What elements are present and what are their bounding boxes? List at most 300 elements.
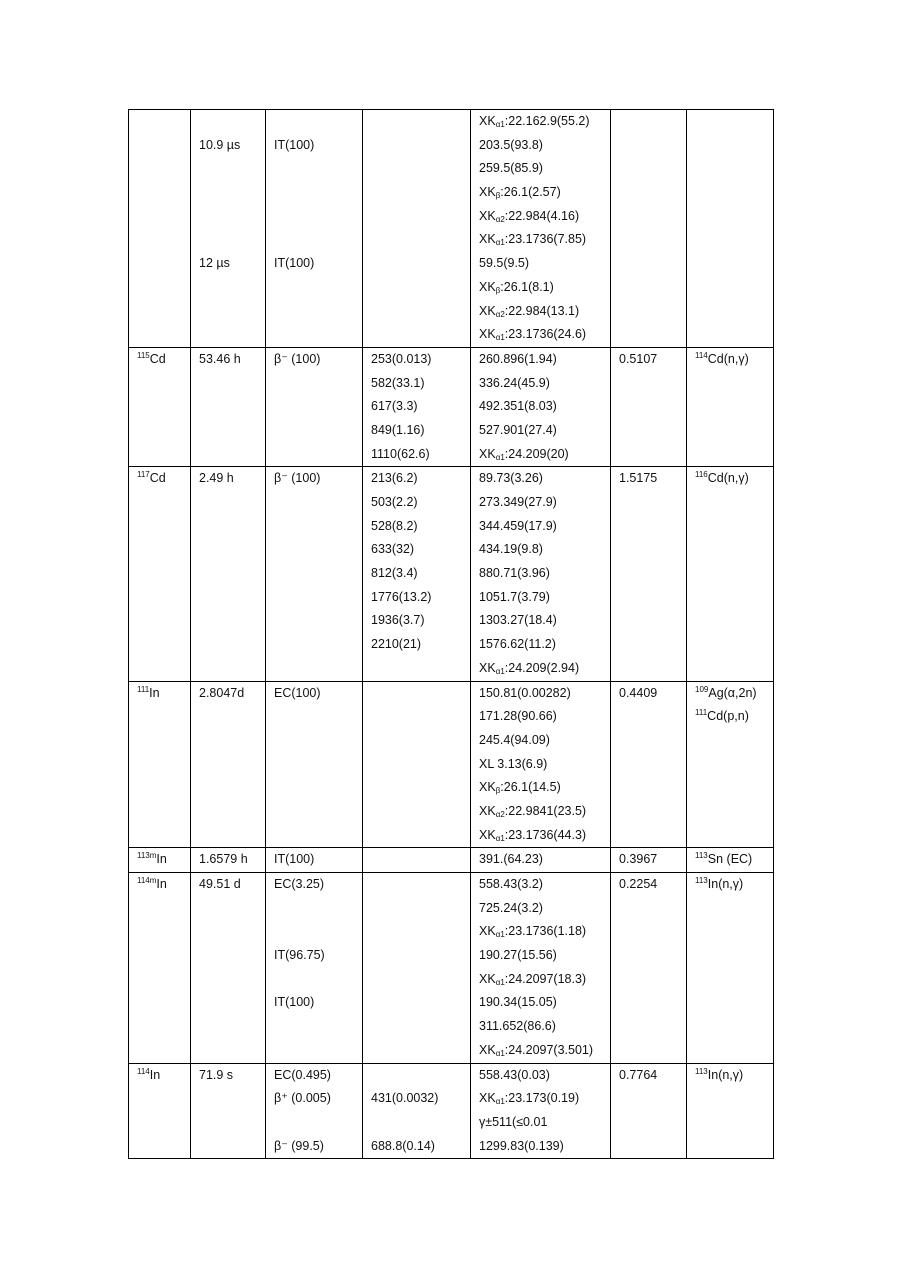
xray-subscript: α1 <box>495 833 505 843</box>
gamma-value: :24.209(20) <box>504 446 569 461</box>
half-life-cell-line <box>199 920 265 944</box>
gamma-line <box>479 443 610 467</box>
gamma-line <box>479 1087 610 1111</box>
beta-energy-cell-line <box>371 323 470 347</box>
decay-mode-cell-line: EC(100) <box>274 685 321 700</box>
gamma-line <box>479 1064 610 1088</box>
decay-mode-cell-line: β⁻ (100) <box>274 471 321 486</box>
mass-number: 113m <box>137 851 157 861</box>
element-symbol: Cd <box>149 351 166 366</box>
beta-energy-cell-line: 1776(13.2) <box>371 589 432 604</box>
half-life-cell <box>191 467 266 681</box>
nuclide-label <box>137 348 190 372</box>
decay-mode-cell-line: EC(3.25) <box>274 877 325 891</box>
gamma-value: :23.173(0.19) <box>504 1091 580 1106</box>
xray-subscript: β <box>495 786 501 796</box>
xray-subscript: α2 <box>495 214 505 224</box>
xray-prefix: XK <box>479 1042 496 1057</box>
element-symbol: In <box>156 877 167 891</box>
cross-section-cell <box>611 848 687 873</box>
gamma-line <box>479 729 610 753</box>
xray-prefix: XK <box>479 827 496 842</box>
decay-mode-cell <box>266 1063 363 1159</box>
decay-mode-cell-line: IT(100) <box>274 137 315 152</box>
table-body <box>129 110 774 1159</box>
gamma-value: 391.(64.23) <box>479 852 543 867</box>
table-row <box>129 681 774 848</box>
gamma-value: 434.19(9.8) <box>479 542 543 557</box>
gamma-value: :23.1736(1.18) <box>504 924 587 939</box>
half-life-cell-line <box>199 1039 265 1063</box>
gamma-line <box>479 157 610 181</box>
beta-energy-cell-line <box>371 944 470 968</box>
decay-mode-cell-line: IT(100) <box>274 995 315 1010</box>
mass-number: 114 <box>137 1066 150 1076</box>
half-life-cell-line <box>199 1087 265 1111</box>
half-life-cell <box>191 347 266 466</box>
beta-energy-cell-line <box>371 657 470 681</box>
decay-mode-cell-line <box>274 920 362 944</box>
gamma-line <box>479 657 610 681</box>
decay-mode-cell-line <box>274 586 362 610</box>
gamma-line <box>479 705 610 729</box>
nuclide-cell <box>129 873 191 1064</box>
beta-energy-cell-line <box>371 1064 470 1088</box>
target-mass-number: 113 <box>695 876 708 885</box>
decay-mode-cell-line <box>274 1039 362 1063</box>
decay-mode-cell <box>266 848 363 873</box>
beta-energy-cell-line <box>371 1111 470 1135</box>
gamma-value: 259.5(85.9) <box>479 161 543 176</box>
gamma-line <box>479 944 610 968</box>
half-life-cell-line <box>199 395 265 419</box>
beta-energy-cell-line <box>371 705 470 729</box>
decay-mode-cell-line <box>274 228 362 252</box>
half-life-cell-line <box>199 968 265 992</box>
beta-energy-cell-line <box>371 776 470 800</box>
beta-energy-cell <box>363 1063 471 1159</box>
xray-prefix: XK <box>479 114 496 128</box>
half-life-cell-line: 1.6579 h <box>199 852 248 867</box>
half-life-cell-line: 12 µs <box>199 256 230 271</box>
reaction-text: Sn (EC) <box>707 852 753 867</box>
gamma-value: :26.1(8.1) <box>500 279 554 294</box>
cross-section-cell <box>611 347 687 466</box>
gamma-line <box>479 372 610 396</box>
element-symbol: In <box>149 1067 161 1082</box>
mass-number: 111 <box>137 684 150 694</box>
half-life-cell-line <box>199 800 265 824</box>
half-life-cell-line: 2.49 h <box>199 471 234 486</box>
gamma-line <box>479 110 610 134</box>
half-life-cell-line <box>199 538 265 562</box>
beta-energy-cell-line <box>371 800 470 824</box>
beta-energy-cell-line <box>371 968 470 992</box>
decay-mode-cell-line <box>274 157 362 181</box>
gamma-value: :22.984(4.16) <box>504 208 580 223</box>
nuclide-label <box>137 848 190 872</box>
production-cell <box>687 873 774 1064</box>
beta-energy-cell <box>363 347 471 466</box>
mass-number: 117 <box>137 470 150 480</box>
gamma-value: 1299.83(0.139) <box>479 1138 564 1153</box>
beta-energy-cell-line <box>371 181 470 205</box>
decay-mode-cell-line <box>274 491 362 515</box>
gamma-energy-cell <box>471 873 611 1064</box>
nuclide-label <box>137 682 190 706</box>
nuclide-cell <box>129 467 191 681</box>
cross-section-value: 0.7764 <box>619 1067 658 1082</box>
xray-subscript: α1 <box>495 1048 505 1058</box>
beta-energy-cell-line <box>371 1039 470 1063</box>
reaction-text: Cd(n,γ) <box>707 471 749 486</box>
gamma-value: :23.1736(44.3) <box>504 827 587 842</box>
gamma-value: XL 3.13(6.9) <box>479 756 548 771</box>
xray-prefix: XK <box>479 446 496 461</box>
xray-subscript: α1 <box>495 930 505 940</box>
gamma-value: :23.1736(7.85) <box>504 232 587 247</box>
gamma-line <box>479 991 610 1015</box>
decay-mode-cell-line <box>274 753 362 777</box>
cross-section-value: 0.4409 <box>619 685 658 700</box>
beta-energy-cell-line: 2210(21) <box>371 637 422 652</box>
half-life-cell-line <box>199 657 265 681</box>
decay-mode-cell-line <box>274 276 362 300</box>
table-row <box>129 110 774 348</box>
gamma-value: 171.28(90.66) <box>479 709 557 724</box>
beta-energy-cell-line: 213(6.2) <box>371 471 418 486</box>
reaction-text: Cd(p,n) <box>707 709 749 724</box>
gamma-line <box>479 538 610 562</box>
beta-energy-cell-line <box>371 824 470 848</box>
gamma-value: :24.2097(18.3) <box>504 971 587 986</box>
gamma-energy-cell <box>471 848 611 873</box>
half-life-cell-line <box>199 776 265 800</box>
half-life-cell-line: 2.8047d <box>199 685 245 700</box>
beta-energy-cell-line <box>371 1015 470 1039</box>
xray-prefix: XK <box>479 660 496 675</box>
gamma-value: 190.34(15.05) <box>479 995 557 1010</box>
gamma-value: 344.459(17.9) <box>479 518 557 533</box>
beta-energy-cell <box>363 467 471 681</box>
gamma-value: 492.351(8.03) <box>479 399 557 414</box>
beta-energy-cell <box>363 110 471 348</box>
decay-mode-cell-line <box>274 824 362 848</box>
production-reaction <box>695 1064 773 1088</box>
gamma-energy-cell <box>471 347 611 466</box>
beta-energy-cell-line: 528(8.2) <box>371 518 418 533</box>
decay-mode-cell-line <box>274 181 362 205</box>
half-life-cell-line: 10.9 µs <box>199 137 241 152</box>
cross-section-value: 0.3967 <box>619 852 658 867</box>
gamma-line <box>479 1039 610 1063</box>
half-life-cell-line <box>199 991 265 1015</box>
half-life-cell-line <box>199 419 265 443</box>
table-row <box>129 347 774 466</box>
cross-section-value: 0.5107 <box>619 351 658 366</box>
gamma-line <box>479 633 610 657</box>
gamma-line <box>479 848 610 872</box>
decay-mode-cell-line <box>274 372 362 396</box>
decay-mode-cell-line <box>274 705 362 729</box>
half-life-cell-line <box>199 110 265 134</box>
gamma-value: :23.1736(24.6) <box>504 327 587 342</box>
xray-subscript: α1 <box>495 120 505 129</box>
gamma-line <box>479 824 610 848</box>
nuclide-label <box>137 873 190 897</box>
gamma-line <box>479 1111 610 1135</box>
half-life-cell-line <box>199 1015 265 1039</box>
gamma-value: 880.71(3.96) <box>479 566 550 581</box>
half-life-cell-line <box>199 372 265 396</box>
gamma-line <box>479 205 610 229</box>
decay-mode-cell <box>266 681 363 848</box>
gamma-line <box>479 776 610 800</box>
beta-energy-cell-line <box>371 873 470 897</box>
decay-mode-cell-line: EC(0.495) <box>274 1067 331 1082</box>
table-row <box>129 873 774 1064</box>
decay-mode-cell-line <box>274 538 362 562</box>
target-mass-number: 116 <box>695 470 708 480</box>
half-life-cell-line <box>199 157 265 181</box>
decay-mode-cell-line <box>274 633 362 657</box>
gamma-value: :24.2097(3.501) <box>504 1042 594 1057</box>
decay-mode-cell-line <box>274 897 362 921</box>
mass-number: 114m <box>137 876 157 885</box>
element-symbol: In <box>149 685 160 700</box>
half-life-cell-line <box>199 753 265 777</box>
production-cell <box>687 848 774 873</box>
half-life-cell-line <box>199 633 265 657</box>
gamma-value: 1576.62(11.2) <box>479 637 556 652</box>
half-life-cell <box>191 848 266 873</box>
cross-section-cell <box>611 467 687 681</box>
gamma-energy-cell <box>471 110 611 348</box>
production-reaction <box>695 705 773 729</box>
gamma-energy-cell <box>471 1063 611 1159</box>
gamma-line <box>479 968 610 992</box>
production-cell <box>687 467 774 681</box>
beta-energy-cell-line <box>371 228 470 252</box>
gamma-line <box>479 873 610 897</box>
xray-subscript: α1 <box>495 977 505 987</box>
production-cell <box>687 347 774 466</box>
half-life-cell <box>191 1063 266 1159</box>
beta-energy-cell <box>363 681 471 848</box>
half-life-cell-line <box>199 1111 265 1135</box>
xray-subscript: α1 <box>495 452 505 462</box>
production-reaction <box>695 848 773 872</box>
half-life-cell-line <box>199 1135 265 1159</box>
decay-mode-cell-line <box>274 443 362 467</box>
xray-prefix: XK <box>479 327 496 342</box>
gamma-value: :22.9841(23.5) <box>504 803 587 818</box>
gamma-value: 203.5(93.8) <box>479 137 543 152</box>
beta-energy-cell-line <box>371 991 470 1015</box>
decay-mode-cell-line <box>274 395 362 419</box>
decay-mode-cell-line: IT(100) <box>274 256 315 271</box>
beta-energy-cell-line <box>371 897 470 921</box>
xray-prefix: XK <box>479 971 496 986</box>
xray-prefix: XK <box>479 803 496 818</box>
decay-mode-cell-line <box>274 657 362 681</box>
gamma-value: 150.81(0.00282) <box>479 685 571 700</box>
table-row <box>129 467 774 681</box>
xray-prefix: XK <box>479 1091 496 1106</box>
beta-energy-cell-line: 849(1.16) <box>371 422 425 437</box>
decay-mode-cell-line <box>274 300 362 324</box>
gamma-line <box>479 753 610 777</box>
xray-prefix: XK <box>479 303 496 318</box>
target-mass-number: 113 <box>695 1066 708 1076</box>
gamma-value: 190.27(15.56) <box>479 948 557 963</box>
half-life-cell-line <box>199 491 265 515</box>
beta-energy-cell-line: 812(3.4) <box>371 566 418 581</box>
half-life-cell-line <box>199 515 265 539</box>
gamma-value: :22.162.9(55.2) <box>504 114 590 128</box>
half-life-cell <box>191 873 266 1064</box>
xray-prefix: XK <box>479 780 496 795</box>
decay-mode-cell-line <box>274 800 362 824</box>
beta-energy-cell-line: 633(32) <box>371 542 415 557</box>
beta-energy-cell-line <box>371 682 470 706</box>
beta-energy-cell <box>363 848 471 873</box>
nuclide-cell <box>129 1063 191 1159</box>
gamma-value: 336.24(45.9) <box>479 375 550 390</box>
gamma-line <box>479 419 610 443</box>
beta-energy-cell-line <box>371 276 470 300</box>
gamma-value: :26.1(14.5) <box>500 780 561 795</box>
target-mass-number: 109 <box>695 684 709 694</box>
nuclide-cell <box>129 848 191 873</box>
gamma-line <box>479 897 610 921</box>
production-reaction <box>695 467 773 491</box>
gamma-value: 245.4(94.09) <box>479 732 550 747</box>
gamma-line <box>479 181 610 205</box>
gamma-line <box>479 1015 610 1039</box>
xray-subscript: α1 <box>495 666 505 676</box>
beta-energy-cell-line: 688.8(0.14) <box>371 1138 435 1153</box>
half-life-cell-line: 53.46 h <box>199 351 241 366</box>
beta-energy-cell-line <box>371 205 470 229</box>
cross-section-cell <box>611 873 687 1064</box>
beta-energy-cell-line: 617(3.3) <box>371 399 418 414</box>
nuclide-label <box>137 1064 190 1088</box>
beta-energy-cell-line <box>371 753 470 777</box>
gamma-value: :26.1(2.57) <box>500 185 561 200</box>
half-life-cell-line <box>199 729 265 753</box>
nuclide-data-table <box>128 109 774 1159</box>
beta-energy-cell-line <box>371 729 470 753</box>
beta-energy-cell-line: 582(33.1) <box>371 375 425 390</box>
half-life-cell-line: 49.51 d <box>199 877 241 891</box>
cross-section-value: 0.2254 <box>619 877 658 891</box>
gamma-line <box>479 348 610 372</box>
gamma-energy-cell <box>471 681 611 848</box>
element-symbol: Cd <box>149 471 166 486</box>
gamma-value: 273.349(27.9) <box>479 495 557 509</box>
beta-energy-cell-line <box>371 110 470 134</box>
nuclide-cell <box>129 347 191 466</box>
table-row <box>129 1063 774 1159</box>
half-life-cell-line: 71.9 s <box>199 1067 234 1082</box>
gamma-line <box>479 586 610 610</box>
decay-mode-cell-line <box>274 729 362 753</box>
beta-energy-cell-line <box>371 920 470 944</box>
gamma-value: 558.43(0.03) <box>479 1067 550 1082</box>
beta-energy-cell-line <box>371 157 470 181</box>
reaction-text: Cd(n,γ) <box>707 351 749 366</box>
production-reaction <box>695 682 773 706</box>
beta-energy-cell-line <box>371 300 470 324</box>
xray-prefix: XK <box>479 232 496 247</box>
target-mass-number: 114 <box>695 350 708 360</box>
gamma-energy-cell <box>471 467 611 681</box>
gamma-line <box>479 252 610 276</box>
gamma-value: 59.5(9.5) <box>479 256 530 271</box>
nuclide-cell <box>129 681 191 848</box>
gamma-value: 1303.27(18.4) <box>479 613 557 628</box>
decay-mode-cell-line <box>274 110 362 134</box>
half-life-cell-line <box>199 228 265 252</box>
xray-subscript: α1 <box>495 1097 505 1107</box>
decay-mode-cell-line: IT(100) <box>274 852 315 867</box>
gamma-line <box>479 134 610 158</box>
gamma-line <box>479 609 610 633</box>
nuclide-cell <box>129 110 191 348</box>
gamma-value: 725.24(3.2) <box>479 900 543 915</box>
gamma-line <box>479 395 610 419</box>
cross-section-value: 1.5175 <box>619 471 658 486</box>
beta-energy-cell-line <box>371 252 470 276</box>
decay-mode-cell-line: β⁺ (0.005) <box>274 1091 331 1106</box>
half-life-cell-line <box>199 897 265 921</box>
gamma-line <box>479 300 610 324</box>
gamma-line <box>479 800 610 824</box>
production-reaction <box>695 873 773 897</box>
beta-energy-cell-line: 1110(62.6) <box>371 446 430 461</box>
nuclide-label <box>137 467 190 491</box>
decay-mode-cell-line <box>274 968 362 992</box>
gamma-value: 311.652(86.6) <box>479 1019 556 1034</box>
table-row <box>129 848 774 873</box>
cross-section-cell <box>611 110 687 348</box>
xray-prefix: XK <box>479 185 496 200</box>
xray-prefix: XK <box>479 924 496 939</box>
beta-energy-cell-line: 253(0.013) <box>371 351 432 366</box>
gamma-line <box>479 1135 610 1159</box>
beta-energy-cell <box>363 873 471 1064</box>
production-reaction <box>695 348 773 372</box>
xray-subscript: α1 <box>495 333 505 343</box>
xray-subscript: α2 <box>495 809 505 819</box>
gamma-value: 260.896(1.94) <box>479 351 557 366</box>
cross-section-cell <box>611 1063 687 1159</box>
half-life-cell-line <box>199 705 265 729</box>
xray-prefix: XK <box>479 279 496 294</box>
half-life-cell-line <box>199 609 265 633</box>
gamma-line <box>479 276 610 300</box>
gamma-value: 558.43(3.2) <box>479 877 543 891</box>
decay-mode-cell-line: IT(96.75) <box>274 948 325 963</box>
reaction-text: Ag(α,2n) <box>708 685 757 700</box>
half-life-cell-line <box>199 323 265 347</box>
gamma-value: 1051.7(3.79) <box>479 589 550 604</box>
beta-energy-cell-line: 431(0.0032) <box>371 1091 439 1106</box>
cross-section-value <box>619 110 686 134</box>
gamma-value: :24.209(2.94) <box>504 660 580 675</box>
reaction-text: In(n,γ) <box>707 877 744 891</box>
